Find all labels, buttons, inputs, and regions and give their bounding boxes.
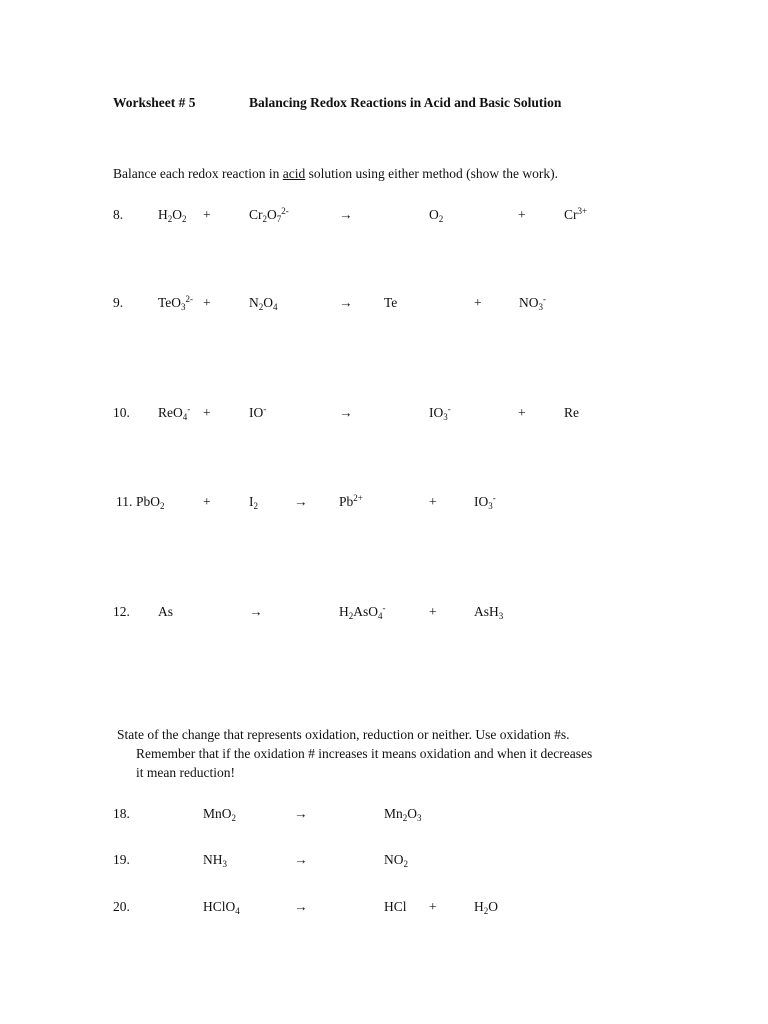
worksheet-number: Worksheet # 5 <box>113 95 196 110</box>
reaction-arrow: → <box>249 604 263 619</box>
product-h2o <box>474 899 498 915</box>
reaction-arrow: → <box>339 207 353 222</box>
reactant-mno2 <box>203 806 236 822</box>
atom-count: 2 <box>262 214 267 224</box>
product-pb <box>339 494 363 510</box>
element-symbol: IO <box>429 405 444 420</box>
plus-sign: + <box>518 207 526 222</box>
reactant-hclo4 <box>203 899 240 915</box>
plus-sign: + <box>203 494 211 509</box>
element-symbol: I <box>249 494 254 509</box>
product-h2aso4 <box>339 604 386 620</box>
product-te: Te <box>384 295 398 310</box>
element-symbol: Pb <box>339 494 354 509</box>
atom-count: 3 <box>443 412 448 422</box>
element-symbol: AsH <box>474 604 499 619</box>
reactant-teo3 <box>158 295 193 311</box>
product-io3 <box>429 405 451 421</box>
reaction-arrow: → <box>339 405 353 420</box>
question-number: 11. <box>116 494 133 509</box>
ion-charge: 2- <box>281 206 289 216</box>
element-symbol: O <box>263 295 273 310</box>
reaction-arrow: → <box>294 899 308 914</box>
oxidation-instruction-line-2: Remember that if the oxidation # increases it means oxidation and when it decreases <box>136 746 593 761</box>
atom-count: 2 <box>258 302 264 312</box>
atom-count: 2 <box>182 214 187 224</box>
ion-charge: - <box>543 294 546 304</box>
question-number: 12. <box>113 604 130 619</box>
product-re: Re <box>564 405 579 420</box>
element-symbol: PbO <box>136 494 161 509</box>
element-symbol: H <box>158 207 168 222</box>
element-symbol: N <box>249 295 259 310</box>
atom-count: 2 <box>483 906 489 916</box>
plus-sign: + <box>429 604 437 619</box>
reactant-io <box>249 405 266 421</box>
instruction-text-before: Balance each redox reaction in <box>113 166 283 181</box>
reaction-arrow: → <box>294 852 308 867</box>
ion-charge: 3+ <box>577 206 588 216</box>
atom-count: 3 <box>181 302 186 312</box>
atom-count: 4 <box>378 611 383 621</box>
atom-count: 2 <box>253 501 258 511</box>
atom-count: 2 <box>438 214 444 224</box>
ion-charge: - <box>382 603 386 613</box>
plus-sign: + <box>203 207 211 222</box>
question-number: 10. <box>113 405 130 420</box>
element-symbol: IO <box>474 494 489 509</box>
plus-sign: + <box>203 405 211 420</box>
element-symbol: O <box>488 899 498 914</box>
question-number: 20. <box>113 899 130 914</box>
reactant-as: As <box>158 604 174 619</box>
element-symbol: NO <box>519 295 539 310</box>
atom-count: 3 <box>222 859 227 869</box>
product-no2 <box>384 852 408 868</box>
element-symbol: IO <box>249 405 264 420</box>
reaction-arrow: → <box>294 806 308 821</box>
reactant-n2o4 <box>249 295 278 311</box>
atom-count: 2 <box>402 813 408 823</box>
atom-count: 2 <box>167 214 173 224</box>
question-number: 8. <box>113 207 124 222</box>
element-symbol: Mn <box>384 806 403 821</box>
element-symbol: O <box>172 207 182 222</box>
reactant-h2o2 <box>158 207 187 223</box>
element-symbol: H <box>339 604 349 619</box>
element-symbol: O <box>267 207 277 222</box>
reactant-reo4 <box>158 405 190 421</box>
ion-charge: - <box>263 404 267 414</box>
question-number: 19. <box>113 852 130 867</box>
atom-count: 2 <box>231 813 237 823</box>
ion-charge: - <box>492 493 496 503</box>
reaction-arrow: → <box>339 295 353 310</box>
ion-charge: 2- <box>185 294 194 304</box>
atom-count: 3 <box>488 501 493 511</box>
oxidation-instruction-line-3: it mean reduction! <box>136 765 235 780</box>
atom-count: 2 <box>160 501 165 511</box>
element-symbol: ReO <box>158 405 183 420</box>
atom-count: 7 <box>276 214 282 224</box>
plus-sign: + <box>474 295 482 310</box>
element-symbol: NH <box>203 852 223 867</box>
reaction-arrow: → <box>294 494 308 509</box>
worksheet-title: Balancing Redox Reactions in Acid and Basic Solution <box>249 95 562 110</box>
atom-count: 4 <box>235 906 240 916</box>
question-number: 9. <box>113 295 124 310</box>
reactant-cr2o7 <box>249 207 289 223</box>
instruction-acid-underlined: acid <box>282 166 306 181</box>
element-symbol: TeO <box>158 295 182 310</box>
ion-charge: 2+ <box>353 493 363 503</box>
atom-count: 3 <box>498 611 504 621</box>
product-o2 <box>429 207 443 223</box>
product-hcl: HCl <box>384 899 407 914</box>
element-symbol: NO <box>384 852 404 867</box>
oxidation-instruction-line-1: State of the change that represents oxidation, reduction or neither. Use oxidation #s. <box>117 727 570 742</box>
product-cr <box>564 207 587 223</box>
element-symbol: Cr <box>249 207 263 222</box>
atom-count: 2 <box>403 859 408 869</box>
ion-charge: - <box>187 404 191 414</box>
element-symbol: H <box>474 899 484 914</box>
atom-count: 4 <box>182 412 188 422</box>
atom-count: 3 <box>417 813 422 823</box>
reactant-i2 <box>249 494 258 510</box>
ion-charge: - <box>447 404 451 414</box>
element-symbol: MnO <box>203 806 232 821</box>
product-mn2o3 <box>384 806 422 822</box>
product-no3 <box>519 295 546 311</box>
acid-instruction <box>113 166 558 182</box>
reactant-pbo2 <box>136 494 165 510</box>
question-number: 18. <box>113 806 130 821</box>
atom-count: 2 <box>348 611 354 621</box>
product-io3 <box>474 494 496 510</box>
element-symbol: Cr <box>564 207 578 222</box>
element-symbol: O <box>429 207 439 222</box>
element-symbol: HClO <box>203 899 236 914</box>
plus-sign: + <box>203 295 211 310</box>
atom-count: 3 <box>538 302 543 312</box>
element-symbol: O <box>407 806 418 821</box>
product-ash3 <box>474 604 503 620</box>
plus-sign: + <box>518 405 526 420</box>
element-symbol: AsO <box>353 604 379 619</box>
plus-sign: + <box>429 494 437 509</box>
plus-sign: + <box>429 899 437 914</box>
atom-count: 4 <box>273 302 278 312</box>
reactant-nh3 <box>203 852 227 868</box>
instruction-text-after: solution using either method (show the work). <box>305 166 559 181</box>
